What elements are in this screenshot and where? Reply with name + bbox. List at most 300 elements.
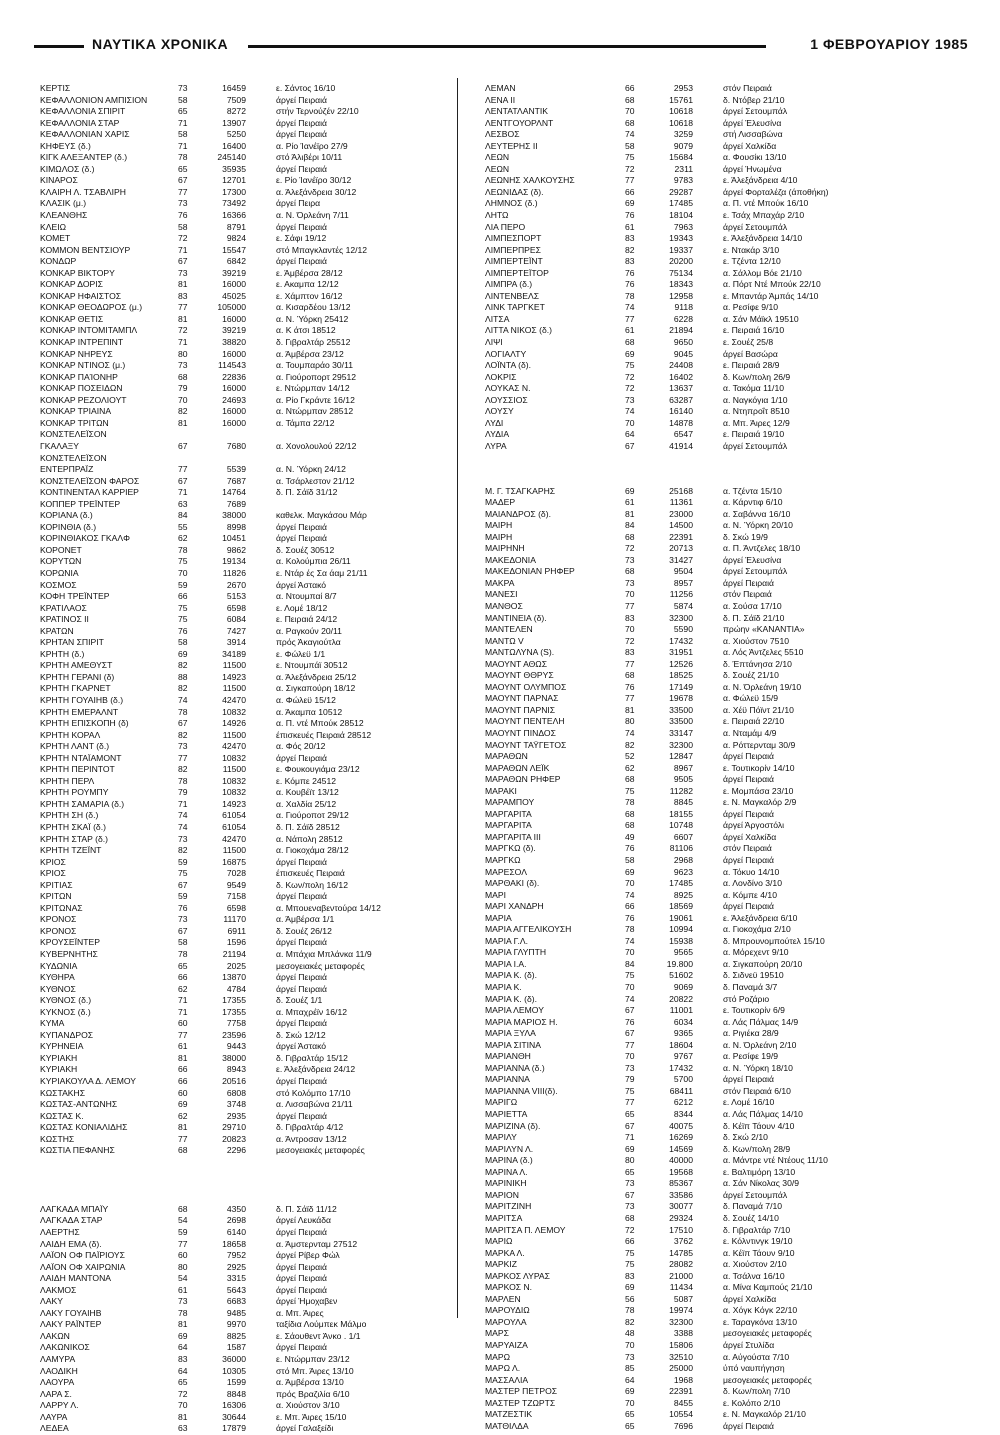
ship-row: [485, 1167, 915, 1179]
ship-location: δ. Έπτάνησα 2/10: [723, 658, 792, 669]
ship-name: ΜΑΡΑΘΩΝ ΡΗΦΕΡ: [485, 774, 561, 785]
build-year: 79: [625, 1074, 635, 1085]
ship-row: [40, 857, 470, 869]
ship-location: α. Μπ. Άιρες 12/9: [723, 417, 790, 428]
ship-location: α. Μίνα Καμπούς 21/10: [723, 1282, 813, 1293]
ship-location: δ. Σιδνεϋ 19510: [723, 970, 784, 981]
ship-row: [40, 1366, 470, 1378]
ship-row: [485, 429, 915, 441]
build-year: 74: [625, 727, 635, 738]
ship-location: ε. Πειραιά 28/9: [723, 360, 780, 371]
tonnage: 9824: [226, 233, 246, 244]
ship-location: άργεί Πειραιά: [276, 1018, 327, 1029]
ship-list-l-cont: [485, 83, 915, 453]
ship-location: ε. Άλεξάνδρεια 6/10: [723, 912, 798, 923]
ship-row: [40, 118, 470, 130]
build-year: 77: [178, 464, 188, 475]
ship-location: α. Ν. Όρλεάνη 19/10: [723, 681, 802, 692]
ship-location: ε. Σάφι 19/12: [276, 233, 327, 244]
ship-row: [485, 95, 915, 107]
ship-row: [40, 372, 470, 384]
ship-name: ΚΟΝΣΤΕΛΕΪΣΟΝ: [40, 452, 107, 463]
ship-row: [485, 843, 915, 855]
ship-location: α. Κάρντιφ 6/10: [723, 497, 783, 508]
tonnage: 5153: [226, 591, 246, 602]
ship-location: άργεί Έλευσίνα: [723, 554, 782, 565]
build-year: 82: [178, 764, 188, 775]
ship-name: ΛΑΡΡΥ Λ.: [40, 1400, 79, 1411]
ship-location: άργεί Πειραιά: [276, 1076, 327, 1087]
ship-name: ΜΑΝΤΩΛΥΝΑ (S).: [485, 647, 555, 658]
build-year: 70: [625, 1339, 635, 1350]
build-year: 64: [178, 1342, 188, 1353]
ship-row: [485, 406, 915, 418]
ship-location: α. Λός Άντζελες 5510: [723, 647, 804, 658]
build-year: 81: [178, 417, 188, 428]
tonnage: 3259: [673, 129, 693, 140]
ship-name: ΚΟΡΟΝΕΤ: [40, 544, 82, 555]
tonnage: 20713: [669, 543, 693, 554]
tonnage: 6808: [226, 1087, 246, 1098]
build-year: 72: [178, 1388, 188, 1399]
ship-name: ΜΑΟΥΝΤ ΠΙΝΔΟΣ: [485, 727, 556, 738]
ship-name: ΚΕΦΑΛΛΟΝΙΑ ΣΤΑΡ: [40, 117, 120, 128]
ship-name: ΛΑΡΑ Σ.: [40, 1388, 72, 1399]
ship-name: ΚΟΦΗ ΤΡΕΪΝΤΕΡ: [40, 591, 110, 602]
ship-row: [40, 245, 470, 257]
tonnage: 9365: [673, 1028, 693, 1039]
ship-row: [40, 1088, 470, 1100]
ship-location: δ. Σουέζ 1/1: [276, 995, 323, 1006]
build-year: 78: [625, 1305, 635, 1316]
ship-location: δ. Π. Σάϊδ 21/10: [723, 612, 785, 623]
tonnage: 14923: [222, 798, 246, 809]
build-year: 68: [625, 531, 635, 542]
ship-name: ΜΑΝΘΟΣ: [485, 600, 523, 611]
tonnage: 11170: [223, 914, 246, 925]
ship-row: [40, 845, 470, 857]
ship-location: ε. Μπαντάρ Άμπάς 14/10: [723, 290, 819, 301]
build-year: 60: [178, 1087, 188, 1098]
ship-name: ΜΑΡΙΑΝΘΗ: [485, 1051, 531, 1062]
ship-row: [485, 936, 915, 948]
ship-name: ΜΑΝΕΣΙ: [485, 589, 518, 600]
tonnage: 16306: [222, 1400, 246, 1411]
tonnage: 15938: [669, 935, 693, 946]
ship-location: άργεί Πειραιά: [276, 129, 327, 140]
build-year: 48: [625, 1328, 635, 1339]
ship-location: ε. Άλεξάνδρεια 4/10: [723, 175, 798, 186]
ship-name: ΚΡΑΤΩΝ: [40, 625, 74, 636]
tonnage: 17149: [669, 681, 693, 692]
ship-row: [40, 1250, 470, 1262]
ship-name: ΚΡΟΝΟΣ: [40, 914, 77, 925]
ship-location: α. Μπάχια Μπλάνκα 11/9: [276, 949, 372, 960]
tonnage: 5250: [226, 129, 246, 140]
ship-row: [40, 349, 470, 361]
tonnage: 7963: [673, 221, 693, 232]
ship-location: άργεί Πειραιά: [276, 1342, 327, 1353]
ship-location: ε. Ντουμπάϊ 30512: [276, 660, 348, 671]
build-year: 80: [178, 348, 188, 359]
build-year: 72: [625, 543, 635, 554]
build-year: 82: [178, 660, 188, 671]
ship-location: α. Ρίο Ίανέϊρο 27/9: [276, 140, 348, 151]
tonnage: 8943: [226, 1064, 246, 1075]
tonnage: 16366: [222, 210, 246, 221]
build-year: 77: [178, 186, 188, 197]
ship-name: ΚΟΝΣΤΕΛΕΪΣΟΝ: [40, 429, 107, 440]
build-year: 85: [625, 1363, 635, 1374]
ship-row: [485, 1190, 915, 1202]
tonnage: 8998: [226, 521, 246, 532]
tonnage: 3315: [226, 1273, 246, 1284]
build-year: 72: [178, 325, 188, 336]
build-year: 65: [625, 1420, 635, 1431]
ship-name: ΜΑΡΙΑ Κ.: [485, 982, 522, 993]
left-column: [40, 83, 470, 1435]
tonnage: 11500: [222, 660, 246, 671]
build-year: 62: [178, 1110, 188, 1121]
build-year: 58: [625, 140, 635, 151]
ship-row: [485, 118, 915, 130]
ship-row: [485, 245, 915, 257]
ship-name: ΛΗΜΝΟΣ (δ.): [485, 198, 538, 209]
ship-location: άργεί Γαλαξείδι: [276, 1423, 334, 1434]
ship-location: α. Άλεξάνδρεια 30/12: [276, 186, 357, 197]
build-year: 68: [625, 566, 635, 577]
ship-name: ΜΑΤΖΕΣΤΙΚ: [485, 1409, 533, 1420]
ship-location: ε. Ν. Μαγκαλόρ 21/10: [723, 1409, 806, 1420]
tonnage: 29287: [669, 186, 693, 197]
build-year: 64: [178, 1365, 188, 1376]
ship-location: α. Τουμπαράο 30/11: [276, 360, 353, 371]
ship-row: [40, 1423, 470, 1435]
ship-row: [40, 914, 470, 926]
tonnage: 6842: [226, 256, 246, 267]
ship-row: [40, 187, 470, 199]
build-year: 64: [625, 429, 635, 440]
build-year: 78: [178, 949, 188, 960]
ship-name: ΜΑΡΟΥΛΑ: [485, 1316, 527, 1327]
tonnage: 21194: [222, 949, 246, 960]
build-year: 78: [178, 152, 188, 163]
ship-location: άργεί Σετουμπάλ: [723, 566, 788, 577]
ship-name: ΚΡΙΤΩΝΑΣ: [40, 902, 83, 913]
ship-location: ε. Ρίο Ίανέϊρο 30/12: [276, 175, 352, 186]
ship-name: ΜΑΡΙΑ Κ. (δ).: [485, 993, 538, 1004]
ship-name: ΜΑΟΥΝΤ ΠΑΡΝΙΣ: [485, 704, 556, 715]
build-year: 76: [625, 843, 635, 854]
ship-row: [485, 337, 915, 349]
build-year: 82: [625, 739, 635, 750]
build-year: 80: [625, 1155, 635, 1166]
ship-row: [485, 763, 915, 775]
ship-row: [40, 1030, 470, 1042]
ship-name: ΚΟΣΜΟΣ: [40, 579, 77, 590]
ship-location: α. Αύγούστα 7/10: [723, 1351, 790, 1362]
tonnage: 17879: [222, 1423, 246, 1434]
ship-location: α. Σάν Μάϊκλ 19510: [723, 313, 799, 324]
tonnage: 1968: [673, 1374, 693, 1385]
ship-row: [485, 682, 915, 694]
ship-row: [485, 1155, 915, 1167]
build-year: 73: [178, 741, 188, 752]
ship-location: άργεί Πειραιά: [723, 774, 774, 785]
ship-name: ΜΑΡΟΥΔΙΩ: [485, 1305, 530, 1316]
ship-row: [40, 707, 470, 719]
build-year: 65: [178, 106, 188, 117]
ship-row: [485, 1375, 915, 1387]
build-year: 81: [625, 704, 635, 715]
build-year: 73: [625, 577, 635, 588]
tonnage: 10618: [669, 117, 693, 128]
build-year: 58: [178, 221, 188, 232]
ship-row: [40, 1099, 470, 1111]
ship-location: άργεί Πειραιά: [276, 1284, 327, 1295]
tonnage: 7427: [226, 625, 246, 636]
ship-row: [40, 1111, 470, 1123]
ship-location: α. Χέϋ Πόϊντ 21/10: [723, 704, 794, 715]
build-year: 84: [625, 958, 635, 969]
ship-row: [485, 141, 915, 153]
ship-name: ΚΟΡΙΝΘΙΑΚΟΣ ΓΚΑΛΦ: [40, 533, 130, 544]
ship-row: [40, 799, 470, 811]
build-year: 67: [178, 256, 188, 267]
ship-name: ΜΑΔΕΡ: [485, 497, 516, 508]
ship-name: ΜΑΡΙΩ: [485, 1236, 513, 1247]
ship-location: α. Ντώρμπαν 28512: [276, 406, 354, 417]
ship-name: ΜΑΡΛΕΝ: [485, 1293, 521, 1304]
build-year: 78: [625, 290, 635, 301]
ship-row: [40, 106, 470, 118]
ship-name: ΜΑΡΙΛΥΝ Λ.: [485, 1143, 534, 1154]
tonnage: 39219: [222, 325, 246, 336]
ship-location: ε. Ν. Μαγκαλόρ 2/9: [723, 797, 797, 808]
ship-name: ΜΑΙΑΝΔΡΟΣ (δ).: [485, 508, 551, 519]
ship-name: ΚΛΕΙΩ: [40, 221, 67, 232]
tonnage: 17432: [669, 635, 693, 646]
ship-name: ΛΑΚΥ ΓΟΥΑΙΗΒ: [40, 1307, 102, 1318]
build-year: 73: [178, 914, 188, 925]
ship-row: [40, 730, 470, 742]
build-year: 75: [625, 785, 635, 796]
build-year: 60: [178, 1250, 188, 1261]
ship-location: στό Μπαγκλαντές 12/12: [276, 244, 368, 255]
ship-row: [485, 279, 915, 291]
tonnage: 3748: [226, 1099, 246, 1110]
ship-location: ε. Ντάρ ές Σα άαμ 21/11: [276, 567, 368, 578]
tonnage: 51602: [669, 970, 693, 981]
tonnage: 12958: [669, 290, 693, 301]
ship-location: δ. Κων/πολη 7/10: [723, 1386, 791, 1397]
tonnage: 6034: [673, 1016, 693, 1027]
tonnage: 12526: [669, 658, 693, 669]
ship-name: ΜΑΟΥΝΤ ΤΑΫΓΕΤΟΣ: [485, 739, 567, 750]
ship-location: α. Χονολουλού 22/12: [276, 440, 357, 451]
ship-name: ΚΟΜΜΟΝ ΒΕΝΤΣΙΟΥΡ: [40, 244, 131, 255]
tonnage: 3914: [226, 637, 246, 648]
ship-location: άργεί Πειραιά: [276, 256, 327, 267]
ship-name: ΜΑΡΙΑ Γ.Λ.: [485, 935, 528, 946]
ship-name: ΛΟΥΣΣΙΟΣ: [485, 394, 528, 405]
ship-row: [40, 302, 470, 314]
ship-name: ΛΙΨΙ: [485, 337, 503, 348]
ship-name: ΚΥΜΑ: [40, 1018, 65, 1029]
ship-row: [485, 1213, 915, 1225]
build-year: 81: [178, 1411, 188, 1422]
ship-row: [485, 187, 915, 199]
tonnage: 11282: [669, 785, 693, 796]
ship-row: [40, 510, 470, 522]
ship-row: [485, 233, 915, 245]
build-year: 66: [625, 83, 635, 93]
build-year: 54: [178, 1215, 188, 1226]
ship-row: [40, 1204, 470, 1216]
ship-location: α. Άκαμπα 10512: [276, 706, 343, 717]
ship-row: [40, 406, 470, 418]
ship-name: ΛΑΚΩΝ: [40, 1330, 70, 1341]
ship-name: ΜΑΡΙΑ Κ. (δ).: [485, 970, 538, 981]
build-year: 68: [178, 1203, 188, 1214]
ship-name: ΜΑΣΣΑΛΙΑ: [485, 1374, 529, 1385]
tonnage: 11001: [669, 1005, 693, 1016]
ship-name: ΜΑΡΙ: [485, 889, 507, 900]
ship-row: [485, 959, 915, 971]
ship-name: ΚΡΗΤΗ ΣΑΜΑΡΙΑ (δ.): [40, 798, 125, 809]
build-year: 82: [178, 406, 188, 417]
build-year: 70: [625, 1397, 635, 1408]
build-year: 65: [178, 960, 188, 971]
ship-location: άργεί Άστακό: [276, 1041, 327, 1052]
ship-location: α. Χαλδία 25/12: [276, 798, 337, 809]
tonnage: 6084: [226, 614, 246, 625]
ship-location: άργεί Πειραιά: [723, 1420, 774, 1431]
ship-name: ΜΑΟΥΝΤ ΠΕΝΤΕΛΗ: [485, 716, 565, 727]
ship-name: ΚΟΡΙΝΘΙΑ (δ.): [40, 521, 97, 532]
tonnage: 14500: [669, 520, 693, 531]
build-year: 72: [178, 233, 188, 244]
ship-name: ΜΑΡΙΤΣΑ Π. ΛΕΜΟΥ: [485, 1224, 566, 1235]
ship-row: [485, 509, 915, 521]
ship-location: α. Ν. Ύόρκη 24/12: [276, 464, 346, 475]
ship-location: α. Μόρεχεντ 9/10: [723, 947, 789, 958]
tonnage: 17432: [669, 1062, 693, 1073]
tonnage: 2025: [226, 960, 246, 971]
build-year: 81: [178, 1052, 188, 1063]
issue-date: 1 ΦΕΒΡΟΥΑΡΙΟΥ 1985: [810, 36, 968, 52]
ship-row: [485, 395, 915, 407]
tonnage: 10618: [669, 106, 693, 117]
ship-name: ΚΥΡΙΑΚΗ: [40, 1064, 78, 1075]
ship-name: ΛΥΡΑ: [485, 440, 507, 451]
ship-name: ΚΡΗΤΗ ΚΟΡΑΛ: [40, 729, 101, 740]
ship-name: ΛΑΚΩΝΙΚΟΣ: [40, 1342, 90, 1353]
ship-row: [40, 395, 470, 407]
ship-row: [40, 822, 470, 834]
build-year: 65: [178, 163, 188, 174]
ship-row: [485, 520, 915, 532]
tonnage: 15806: [669, 1339, 693, 1350]
ship-row: [40, 533, 470, 545]
tonnage: 5874: [673, 600, 693, 611]
ship-name: ΛΕΩΝΗΣ ΧΑΛΚΟΥΣΗΣ: [485, 175, 575, 186]
ship-row: [40, 834, 470, 846]
build-year: 77: [178, 1029, 188, 1040]
ship-location: α. Γιοκοχάμα 28/12: [276, 845, 349, 856]
build-year: 66: [178, 591, 188, 602]
ship-row: [40, 891, 470, 903]
tonnage: 11500: [222, 764, 246, 775]
build-year: 73: [178, 360, 188, 371]
build-year: 78: [178, 775, 188, 786]
ship-name: ΜΑΡΙΑ ΞΥΛΑ: [485, 1028, 536, 1039]
build-year: 76: [625, 210, 635, 221]
ship-name: ΚΡΗΤΗ ΣΤΑΡ (δ.): [40, 833, 109, 844]
ship-row: [40, 880, 470, 892]
ship-name: ΚΡΟΝΟΣ: [40, 925, 77, 936]
ship-name: ΚΛΑΣΙΚ (μ.): [40, 198, 87, 209]
ship-location: α. Ν. Ύόρκη 20/10: [723, 520, 793, 531]
ship-location: α. Χιούστον 2/10: [723, 1259, 787, 1270]
ship-location: στόν Πειραιά: [723, 83, 772, 93]
tonnage: 4350: [226, 1203, 246, 1214]
ship-row: [485, 1236, 915, 1248]
build-year: 68: [625, 774, 635, 785]
ship-name: ΚΟΝΚΑΡ ΡΕΖΟΛΙΟΥΤ: [40, 394, 127, 405]
tonnage: 12847: [669, 751, 693, 762]
ship-name: ΚΩΣΤΑΣ Κ.: [40, 1110, 84, 1121]
ship-row: [40, 1308, 470, 1320]
ship-name: ΚΕΦΑΛΛΟΝΙΟΝ ΑΜΠΙΣΙΟΝ: [40, 94, 148, 105]
build-year: 63: [178, 1423, 188, 1434]
ship-name: ΜΑΝΤΕΛΕΝ: [485, 624, 533, 635]
tonnage: 9623: [673, 866, 693, 877]
ship-name: ΚΟΡΙΑΝΑ (δ.): [40, 510, 93, 521]
tonnage: 16875: [222, 856, 246, 867]
ship-row: [485, 1086, 915, 1098]
ship-row: [40, 210, 470, 222]
tonnage: 5590: [673, 624, 693, 635]
build-year: 72: [625, 371, 635, 382]
ship-location: δ. Π. Σάϊδ 28512: [276, 822, 340, 832]
tonnage: 245140: [217, 152, 246, 163]
ship-row: [485, 555, 915, 567]
tonnage: 10994: [669, 924, 693, 935]
ship-location: ε. Σάντος 16/10: [276, 83, 336, 93]
ship-name: ΜΑΡΙΝΑ (δ.): [485, 1155, 533, 1166]
ship-row: [40, 487, 470, 499]
ship-name: ΜΑΡΚΑ Λ.: [485, 1247, 525, 1258]
build-year: 70: [178, 567, 188, 578]
build-year: 66: [178, 1076, 188, 1087]
build-year: 83: [178, 290, 188, 301]
ship-row: [485, 716, 915, 728]
tonnage: 7696: [673, 1420, 693, 1431]
ship-row: [40, 1053, 470, 1065]
build-year: 76: [625, 681, 635, 692]
tonnage: 6228: [673, 313, 693, 324]
ship-row: [40, 164, 470, 176]
ship-row: [40, 453, 470, 465]
ship-name: ΜΑΡΙΕΤΤΑ: [485, 1109, 528, 1120]
tonnage: 11500: [222, 683, 246, 694]
ship-row: [40, 1239, 470, 1251]
ship-name: ΚΟΝΚΑΡ ΝΤΙΝΟΣ (μ.): [40, 360, 126, 371]
ship-row: [40, 1412, 470, 1424]
ship-row: [485, 693, 915, 705]
ship-name: ΜΑΙΡΗ: [485, 520, 513, 531]
